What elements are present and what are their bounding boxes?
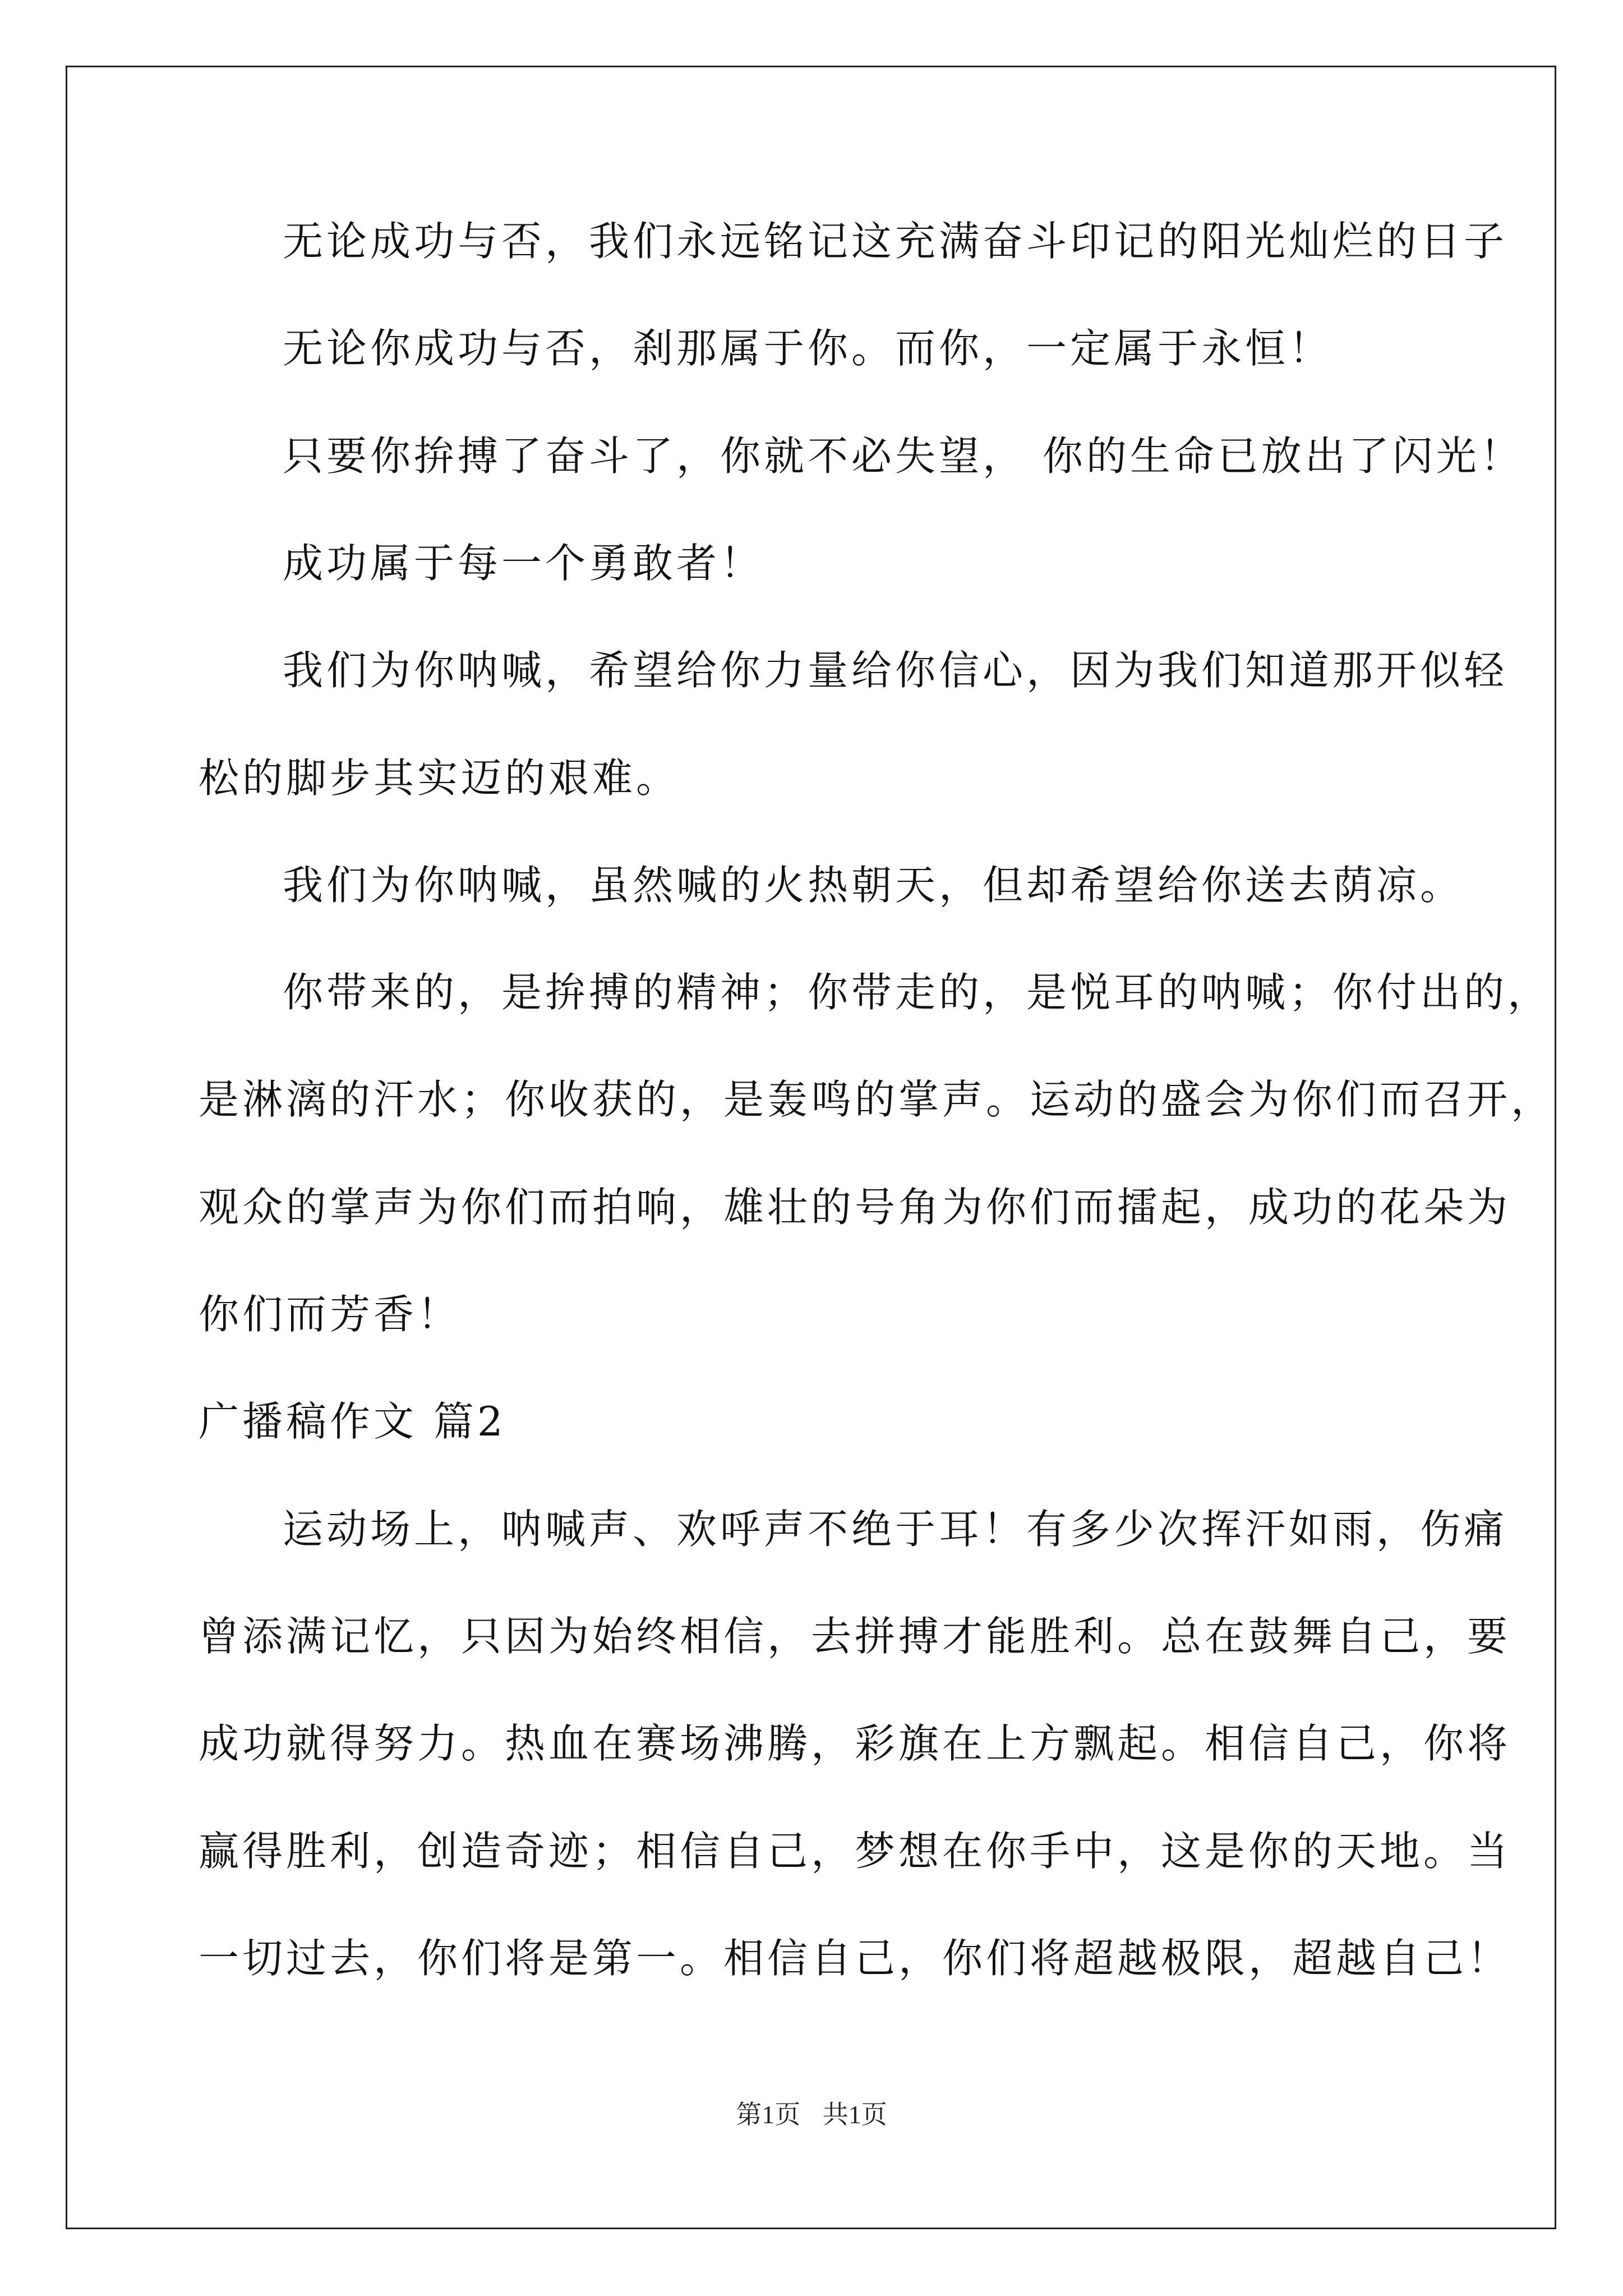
text-line: 运动场上，呐喊声、欢呼声不绝于耳！有多少次挥汗如雨，伤痛	[283, 1506, 1508, 1553]
section-heading: 广播稿作文 篇2	[199, 1398, 506, 1445]
text-line: 我们为你呐喊，希望给你力量给你信心，因为我们知道那开似轻	[283, 647, 1508, 694]
text-line: 观众的掌声为你们而拍响，雄壮的号角为你们而擂起，成功的花朵为	[199, 1184, 1511, 1231]
text-line: 无论成功与否，我们永远铭记这充满奋斗印记的阳光灿烂的日子	[283, 218, 1508, 265]
page-total: 共1页	[822, 2100, 887, 2129]
text-line: 赢得胜利，创造奇迹；相信自己，梦想在你手中，这是你的天地。当	[199, 1828, 1511, 1875]
text-line: 你带来的，是拚搏的精神；你带走的，是悦耳的呐喊；你付出的，	[283, 969, 1552, 1016]
text-line: 一切过去，你们将是第一。相信自己，你们将超越极限，超越自己！	[199, 1935, 1511, 1982]
text-line: 只要你拚搏了奋斗了，你就不必失望， 你的生命已放出了闪光！	[283, 432, 1524, 480]
page-footer	[0, 2098, 1623, 2132]
page-border	[66, 66, 1556, 2229]
text-line: 曾添满记忆，只因为始终相信，去拼搏才能胜利。总在鼓舞自己，要	[199, 1613, 1511, 1660]
text-line: 我们为你呐喊，虽然喊的火热朝天，但却希望给你送去荫凉。	[283, 862, 1464, 909]
text-line: 成功就得努力。热血在赛场沸腾，彩旗在上方飘起。相信自己，你将	[199, 1720, 1511, 1767]
text-line: 松的脚步其实迈的艰难。	[199, 754, 680, 802]
text-line: 无论你成功与否，刹那属于你。而你，一定属于永恒！	[283, 325, 1333, 372]
page-number: 第1页	[736, 2100, 801, 2129]
text-line: 你们而芳香！	[199, 1291, 462, 1338]
text-line: 成功属于每一个勇敢者！	[283, 540, 764, 587]
text-line: 是淋漓的汗水；你收获的，是轰鸣的掌声。运动的盛会为你们而召开，	[199, 1076, 1555, 1123]
